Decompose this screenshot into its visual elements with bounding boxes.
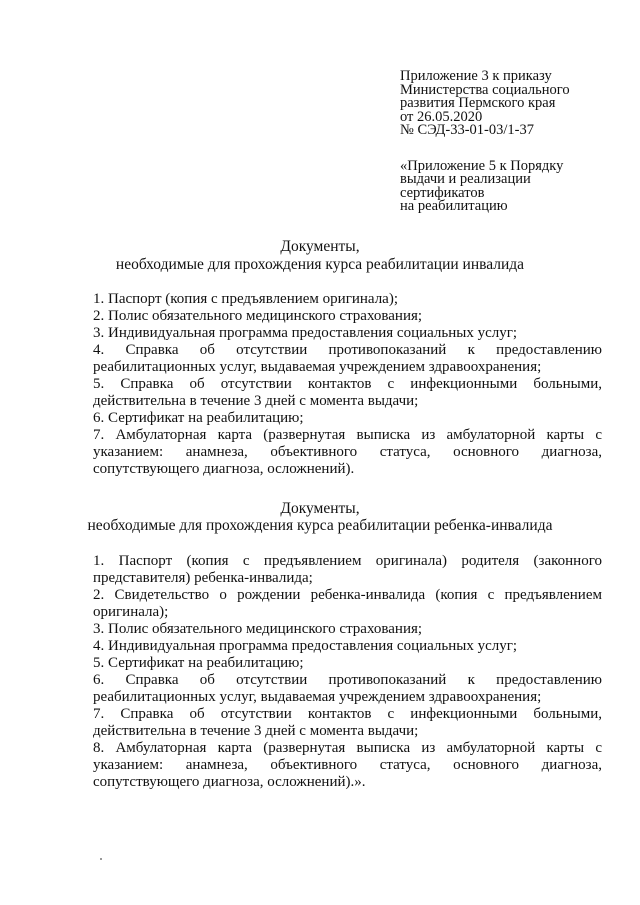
scan-speck [100,858,102,860]
list-item: 6. Сертификат на реабилитацию; [93,410,304,426]
section1-title: Документы, [280,238,360,255]
list-item: 1. Паспорт (копия с предъявлением оригинала) родителя (законного представителя) ребенка-инвалида; [93,553,602,586]
appendix-line: Приложение 3 к приказу [400,68,552,84]
section2-subtitle: необходимые для прохождения курса реабилитации ребенка-инвалида [87,517,553,534]
list-item: 8. Амбулаторная карта (развернутая выписка из амбулаторной карты с указанием: анамнеза, объективного статуса, основного диагноза, сопутствующего диагноза, осложнений).». [93,740,602,790]
section2-list [93,553,602,791]
list-item: 4. Индивидуальная программа предоставления социальных услуг; [93,638,518,654]
section2-title: Документы, [280,500,360,517]
appendix-header [400,70,630,214]
list-item: 5. Справка об отсутствии контактов с инфекционными больными, действительна в течение 3 дней с момента выдачи; [93,376,602,409]
appendix-line: выдачи и реализации [400,171,531,187]
appendix-line: сертификатов [400,184,485,201]
appendix-line: Министерства социального [400,81,570,98]
list-item: 7. Справка об отсутствии контактов с инфекционными больными, действительна в течение 3 дней с момента выдачи; [93,706,602,739]
appendix-line: на реабилитацию [400,198,508,214]
section1-list [93,291,602,478]
list-item: 2. Полис обязательного медицинского страхования; [93,308,423,324]
list-item: 7. Амбулаторная карта (развернутая выписка из амбулаторной карты с указанием: анамнеза, объективного статуса, основного диагноза, сопутствующего диагноза, осложнений). [93,427,602,477]
list-item: 3. Индивидуальная программа предоставления социальных услуг; [93,325,518,341]
list-item: 3. Полис обязательного медицинского страхования; [93,621,423,637]
section1-subtitle: необходимые для прохождения курса реабилитации инвалида [115,256,525,273]
list-item: 1. Паспорт (копия с предъявлением оригинала); [93,291,399,307]
appendix-line: «Приложение 5 к Порядку [400,157,564,174]
list-item: 4. Справка об отсутствии противопоказаний к предоставлению реабилитационных услуг, выдаваемая учреждением здравоохранения; [93,342,602,375]
list-item: 5. Сертификат на реабилитацию; [93,655,304,671]
list-item: 6. Справка об отсутствии противопоказаний к предоставлению реабилитационных услуг, выдаваемая учреждением здравоохранения; [93,672,602,705]
appendix-line: № СЭД-33-01-03/1-37 [400,122,534,138]
appendix-line: развития Пермского края [400,95,556,111]
appendix-line: от 26.05.2020 [400,108,483,125]
list-item: 2. Свидетельство о рождении ребенка-инвалида (копия с предъявлением оригинала); [93,587,602,620]
